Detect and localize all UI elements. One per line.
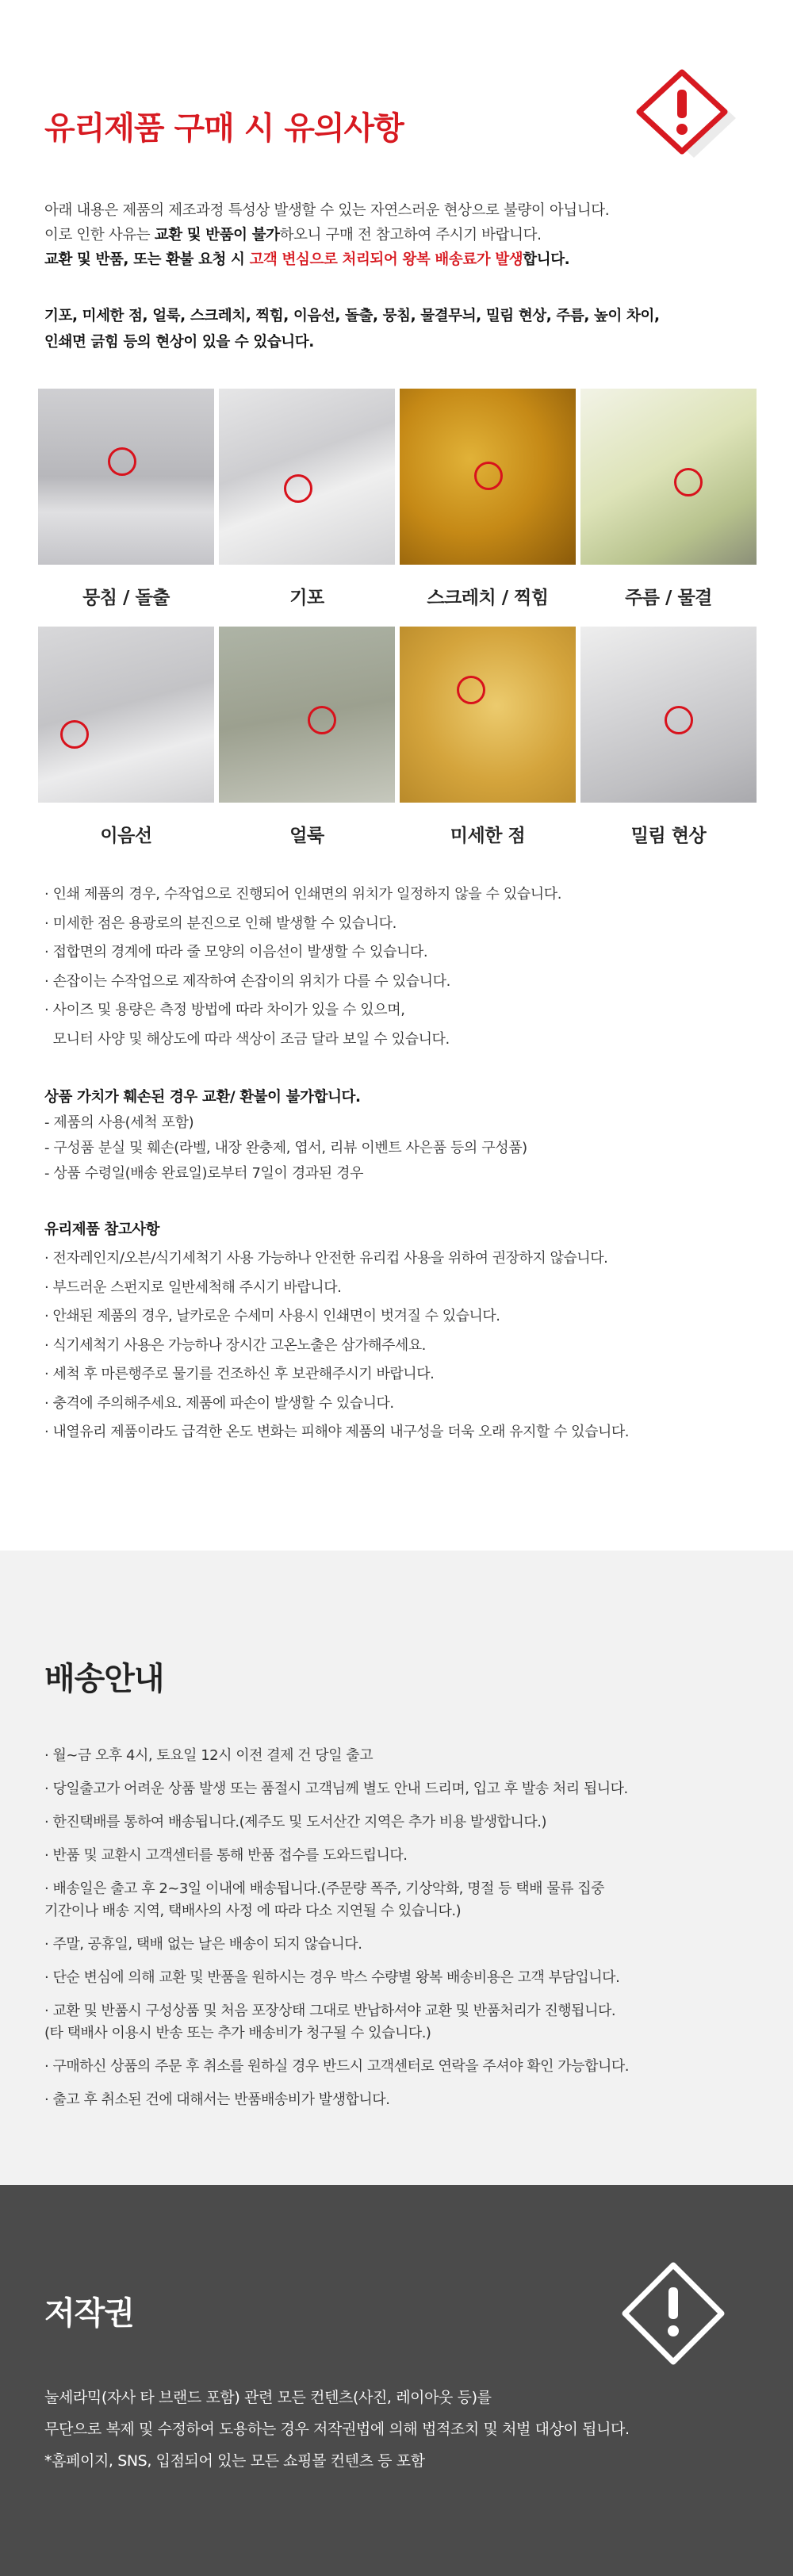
defect-photo [400, 627, 576, 803]
shipping-title: 배송안내 [44, 1661, 164, 1697]
no-exchange-title: 상품 가치가 훼손된 경우 교환/ 환불이 불가합니다. [44, 1089, 361, 1106]
defect-caption: 이음선 [100, 825, 152, 846]
defect-photo [219, 627, 395, 803]
defect-caption: 스크레치 / 찍힘 [427, 587, 549, 608]
warning-diamond-icon [626, 67, 745, 159]
no-exchange-list [44, 1110, 758, 1186]
defect-card [38, 627, 214, 864]
intro-line-3-red: 고객 변심으로 처리되어 왕복 배송료가 발생 [249, 251, 523, 268]
list-item: · 배송일은 출고 후 2~3일 이내에 배송됩니다.(주문량 폭주, 기상악화, 명절 등 택배 물류 집중 기간이나 배송 지역, 택배사의 사정 에 따라 다소 지연될 수 있습니다.) [44, 1880, 604, 1919]
defect-photo [580, 627, 757, 803]
list-item: · 사이즈 및 용량은 측정 방법에 따라 차이가 있을 수 있으며, [44, 1002, 405, 1018]
list-item: · 반품 및 교환시 고객센터를 통해 반품 접수를 도와드립니다. [44, 1847, 408, 1864]
copyright-line-1: 눌세라믹(자사 타 브랜드 포함) 관련 모든 컨텐츠(사진, 레이아웃 등)를 [44, 2389, 492, 2406]
warning-diamond-icon [620, 2260, 726, 2367]
defect-card [400, 627, 576, 864]
defect-card [400, 389, 576, 627]
defect-photo [38, 627, 214, 803]
list-item: - 상품 수령일(배송 완료일)로부터 7일이 경과된 경우 [44, 1165, 364, 1182]
defect-caption: 밀림 현상 [630, 825, 707, 846]
circle-marker-icon [284, 474, 312, 503]
list-item: · 부드러운 스펀지로 일반세척해 주시기 바랍니다. [44, 1278, 342, 1296]
list-item: · 월~금 오후 4시, 토요일 12시 이전 결제 건 당일 출고 [44, 1747, 374, 1764]
phenomena-paragraph [44, 303, 758, 355]
list-item: · 세척 후 마른행주로 물기를 건조하신 후 보관해주시기 바랍니다. [44, 1366, 435, 1382]
intro-line-3a: 교환 및 반품, 또는 환불 요청 시 [44, 251, 250, 268]
list-item: · 충격에 주의해주세요. 제품에 파손이 발생할 수 있습니다. [44, 1394, 394, 1412]
reference-title: 유리제품 참고사항 [44, 1221, 159, 1238]
phenomena-line-2: 인쇄면 긁힘 등의 현상이 있을 수 있습니다. [44, 334, 314, 351]
list-item: · 주말, 공휴일, 택배 없는 날은 배송이 되지 않습니다. [44, 1936, 362, 1953]
intro-line-3c: 합니다. [523, 251, 570, 268]
circle-marker-icon [474, 462, 503, 490]
circle-marker-icon [665, 706, 693, 734]
defect-caption: 얼룩 [289, 825, 324, 846]
shipping-list [44, 1745, 766, 2122]
list-item: · 교환 및 반품시 구성상품 및 처음 포장상태 그대로 반납하셔야 교환 및 반품처리가 진행됩니다. (타 택배사 이용시 반송 또는 추가 배송비가 청구될 수 있습니다.) [44, 2003, 616, 2041]
defect-caption: 뭉침 / 돌출 [82, 587, 170, 608]
defect-photo-grid [38, 389, 755, 864]
list-item: - 구성품 분실 및 훼손(라벨, 내장 완충제, 엽서, 리뷰 이벤트 사은품 등의 구성품) [44, 1140, 527, 1156]
circle-marker-icon [674, 468, 703, 496]
defect-card [38, 389, 214, 627]
list-item: · 접합면의 경계에 따라 줄 모양의 이음선이 발생할 수 있습니다. [44, 944, 428, 960]
defect-card [580, 389, 757, 627]
defect-card [580, 627, 757, 864]
list-item: · 식기세척기 사용은 가능하나 장시간 고온노출은 삼가해주세요. [44, 1336, 426, 1354]
list-item: - 제품의 사용(세척 포함) [44, 1114, 194, 1131]
intro-line-2a: 이로 인한 사유는 [44, 227, 155, 243]
list-item: · 한진택배를 통하여 배송됩니다.(제주도 및 도서산간 지역은 추가 비용 발생합니다.) [44, 1814, 547, 1830]
list-item: · 손잡이는 수작업으로 제작하여 손잡이의 위치가 다를 수 있습니다. [44, 972, 450, 990]
defect-photo [219, 389, 395, 565]
copyright-line-3: *홈페이지, SNS, 입점되어 있는 모든 쇼핑몰 컨텐츠 등 포함 [44, 2452, 425, 2470]
defect-card [219, 627, 395, 864]
list-item: · 구매하신 상품의 주문 후 취소를 원하실 경우 반드시 고객센터로 연락을 주셔야 확인 가능합니다. [44, 2058, 629, 2075]
defect-card [219, 389, 395, 627]
circle-marker-icon [457, 676, 485, 704]
intro-line-2c: 하오니 구매 전 참고하여 주시기 바랍니다. [279, 227, 542, 243]
circle-marker-icon [60, 720, 89, 749]
list-item: · 단순 변심에 의해 교환 및 반품을 원하시는 경우 박스 수량별 왕복 배송비용은 고객 부담입니다. [44, 1969, 620, 1986]
copyright-section [0, 2185, 793, 2576]
defect-caption: 기포 [289, 587, 324, 608]
list-item: · 미세한 점은 용광로의 분진으로 인해 발생할 수 있습니다. [44, 914, 396, 932]
phenomena-line-1: 기포, 미세한 점, 얼룩, 스크레치, 찍힘, 이음선, 돌출, 뭉침, 물결무늬, 밀림 현상, 주름, 높이 차이, [44, 308, 660, 324]
defect-caption: 주름 / 물결 [625, 587, 712, 608]
glass-reference-block [44, 1216, 766, 1447]
no-exchange-block [44, 1085, 758, 1186]
intro-line-2-bold: 교환 및 반품이 불가 [154, 227, 280, 243]
circle-marker-icon [108, 447, 136, 476]
list-item: · 당일출고가 어려운 상품 발생 또는 품절시 고객님께 별도 안내 드리며, 입고 후 발송 처리 됩니다. [44, 1781, 628, 1797]
defect-caption: 미세한 점 [450, 825, 526, 846]
list-item: 모니터 사양 및 해상도에 따라 색상이 조금 달라 보일 수 있습니다. [44, 1030, 450, 1048]
list-item: · 출고 후 취소된 건에 대해서는 반품배송비가 발생합니다. [44, 2091, 390, 2108]
copyright-line-2: 무단으로 복제 및 수정하여 도용하는 경우 저작권법에 의해 법적조치 및 처벌 대상이 됩니다. [44, 2421, 630, 2438]
glass-notice-title: 유리제품 구매 시 유의사항 [44, 110, 404, 147]
list-item: · 전자레인지/오븐/식기세척기 사용 가능하나 안전한 유리컵 사용을 위하여 권장하지 않습니다. [44, 1250, 608, 1267]
defect-photo [38, 389, 214, 565]
list-item: · 안쇄된 제품의 경우, 날카로운 수세미 사용시 인쇄면이 벗겨질 수 있습니다. [44, 1308, 500, 1324]
reference-list [44, 1244, 766, 1447]
copyright-title: 저작권 [44, 2295, 134, 2332]
list-item: · 인쇄 제품의 경우, 수작업으로 진행되어 인쇄면의 위치가 일정하지 않을 수 있습니다. [44, 886, 562, 903]
shipping-section [0, 1551, 793, 2185]
copyright-text [44, 2382, 774, 2477]
list-item: · 내열유리 제품이라도 급격한 온도 변화는 피해야 제품의 내구성을 더욱 오래 유지할 수 있습니다. [44, 1424, 629, 1440]
intro-paragraph [44, 198, 758, 272]
circle-marker-icon [308, 706, 336, 734]
defect-photo [400, 389, 576, 565]
intro-line-1: 아래 내용은 제품의 제조과정 특성상 발생할 수 있는 자연스러운 현상으로 불량이 아닙니다. [44, 202, 610, 219]
defect-photo [580, 389, 757, 565]
defect-notes-list [44, 880, 758, 1054]
